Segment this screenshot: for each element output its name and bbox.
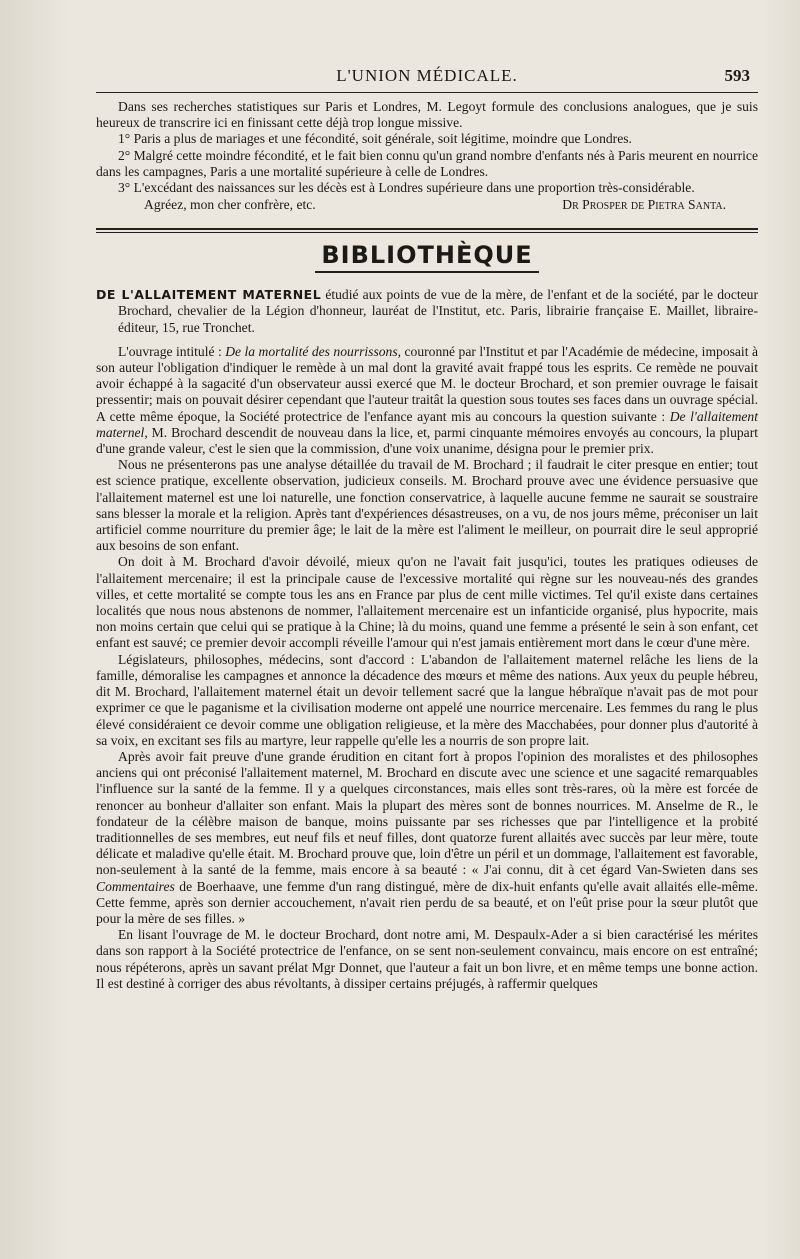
text-run: L'ouvrage intitulé : [118, 343, 226, 359]
letter-signature: Dr Prosper de Pietra Santa. [562, 197, 726, 213]
letter-point-3: 3° L'excédant des naissances sur les décès est à Londres supérieure dans une proportion très-considérable. [118, 180, 695, 196]
letter-signoff [96, 196, 758, 214]
running-header [96, 56, 758, 86]
header-rule [96, 92, 758, 93]
text-run: Après avoir fait preuve d'une grande érudition en citant fort à propos l'opinion des moralistes et des philosophes anciens qui ont préconisé l'allaitement maternel, M. Brochard en discute avec une science et une sagacité remarquables l'influence sur la santé de la femme. Il y a quelques circonstances, mais elles sont très-rares, où la mère est forcée de renoncer au bonheur d'allaiter son enfant. Mais la plupart des mères sont de bonnes nourrices. M. Anselme de R., le fondateur de la célèbre maison de banque, moins puissante par ses richesses que par l'intelligence et la probité traditionnelles de ses membres, eut neuf fils et neuf filles, dont quatorze furent allaités avec succès par leur mère, toute délicate et maladive qu'elle était. M. Brochard prouve que, loin d'être un péril et un dommage, l'allaitement est favorable, non-seulement à la santé de la femme, mais encore à sa beauté : « J'ai connu, dit à cet égard Van-Swieten dans ses [96, 748, 758, 878]
review-paragraph-3: On doit à M. Brochard d'avoir dévoilé, mieux qu'on ne l'avait fait jusqu'ici, toutes les pratiques odieuses de l'allaitement mercenaire; il est la principale cause de l'excessive mortalité qui règne sur les nouveau-nés des grandes villes, et cette mortalité se compte tous les ans en France par plus de cent mille victimes. Tel qu'il existe dans certaines localités que nous nous abstenons de nommer, l'allaitement mercenaire est un infanticide organisé, plus hypocrite, mais non moins certain que celui qui se pratique à la Chine; là du moins, quand une femme a présenté le sein à son enfant, cet enfant est sauvé; ce premier devoir accompli réveille l'amour qui n'est jamais entièrement mort dans le cœur d'une mère. [96, 554, 758, 651]
page-number: 593 [724, 66, 750, 85]
cited-title: De la mortalité des nourrissons, [225, 343, 402, 359]
letter-end [96, 99, 758, 214]
journal-title: L'UNION MÉDICALE. [336, 66, 518, 85]
book-reference [96, 287, 758, 336]
letter-point-2: 2° Malgré cette moindre fécondité, et le fait bien connu qu'un grand nombre d'enfants nés à Paris meurent en nourrice dans les campagnes, Paris a une mortalité supérieure à celle de Londres. [96, 147, 758, 179]
review-paragraph-5 [96, 749, 758, 927]
section-title: BIBLIOTHÈQUE [315, 241, 538, 273]
cited-title: De l'allaitement maternel, [96, 408, 758, 440]
cited-title: Commentaires [96, 878, 175, 894]
review-paragraph-6: En lisant l'ouvrage de M. le docteur Brochard, dont notre ami, M. Despaulx-Ader a si bien caractérisé les mérites dans son rapport à la Société protectrice de l'enfance, on se sent non-seulement convaincu, mais encore on est entraîné; nous répéterons, après un savant prélat Mgr Donnet, que l'auteur a fait un bon livre, et en même temps une bonne action. Il est destiné à corriger des abus révoltants, à dissiper certains préjugés, à raffermir quelques [96, 927, 758, 991]
letter-point-1: 1° Paris a plus de mariages et une fécondité, soit générale, soit légitime, moindre que Londres. [118, 131, 632, 147]
letter-closing: Agréez, mon cher confrère, etc. [144, 197, 316, 213]
text-run: de Boerhaave, une femme d'un rang distingué, mère de dix-huit enfants qu'elle avait allaités elle-même. Cette femme, après son dernier accouchement, n'avait rien perdu de sa beauté, et on l'eût prise pour la sœur plutôt que pour la mère de ses filles. » [96, 878, 758, 926]
section-divider [96, 228, 758, 233]
review-paragraph-4: Législateurs, philosophes, médecins, sont d'accord : L'abandon de l'allaitement maternel relâche les liens de la famille, démoralise les campagnes et annonce la décadence des mœurs et même des nations. Aux yeux du peuple hébreu, dit M. Brochard, l'allaitement maternel était un devoir tellement sacré que la langue hébraïque n'avait pas de mot pour exprimer ce que le paganisme et la civilisation moderne ont appelé une nourrice mercenaire. Les femmes du rang le plus élevé considéraient ce devoir comme une obligation religieuse, et la mère des Macchabées, pour donner plus d'autorité à sa voix, en excitant ses fils au martyre, leur rappelle qu'elle les a nourris de son propre lait. [96, 651, 758, 748]
book-details: étudié aux points de vue de la mère, de l'enfant et de la société, par le docteur Brochard, chevalier de la Légion d'honneur, lauréat de l'Institut, etc. Paris, librairie française E. Maillet, libraire-éditeur, 15, rue Tronchet. [118, 287, 758, 335]
text-run: M. Brochard descendit de nouveau dans la lice, et, parmi cinquante mémoires envoyés au concours, la plupart d'une grande valeur, c'est le sien que la commission, d'une voix unanime, désigna pour le premier prix. [96, 424, 758, 457]
text-run: couronné par l'Institut et par l'Académie de médecine, imposait à son auteur l'obligation d'indiquer le remède à un mal dont la gravité avait frappé tous les esprits. Ce remède ne pouvait avoir échappé à la sagacité d'un observateur aussi exercé que M. le docteur Brochard, et son premier ouvrage le faisait pressentir; mais on pouvait désirer cependant que l'auteur traitât la question sous toutes ses faces dans un ouvrage spécial. A cette même époque, la Société protectrice de l'enfance ayant mis au concours la question suivante : [96, 343, 758, 424]
book-title: DE L'ALLAITEMENT MATERNEL [96, 287, 322, 303]
section-heading [96, 241, 758, 273]
letter-paragraph: Dans ses recherches statistiques sur Paris et Londres, M. Legoyt formule des conclusions analogues, que je suis heureux de transcrire ici en finissant cette déjà trop longue missive. [96, 99, 758, 131]
review-paragraph-2: Nous ne présenterons pas une analyse détaillée du travail de M. Brochard ; il faudrait le citer presque en entier; tout est science pratique, excellente observation, judicieux conseils. M. Brochard prouve avec une évidence persuasive que l'allaitement maternel est une loi naturelle, une fonction conservatrice, à laquelle aucune femme ne saurait se soustraire sans blesser la morale et la religion. Après tant d'expériences désastreuses, on a vu, de nos jours même, préconiser un lait artificiel comme nourriture du premier âge; le lait de la mère est l'aliment le meilleur, on pourrait dire le seul approprié aux besoins de son enfant. [96, 457, 758, 554]
review-paragraph-1 [96, 344, 758, 457]
